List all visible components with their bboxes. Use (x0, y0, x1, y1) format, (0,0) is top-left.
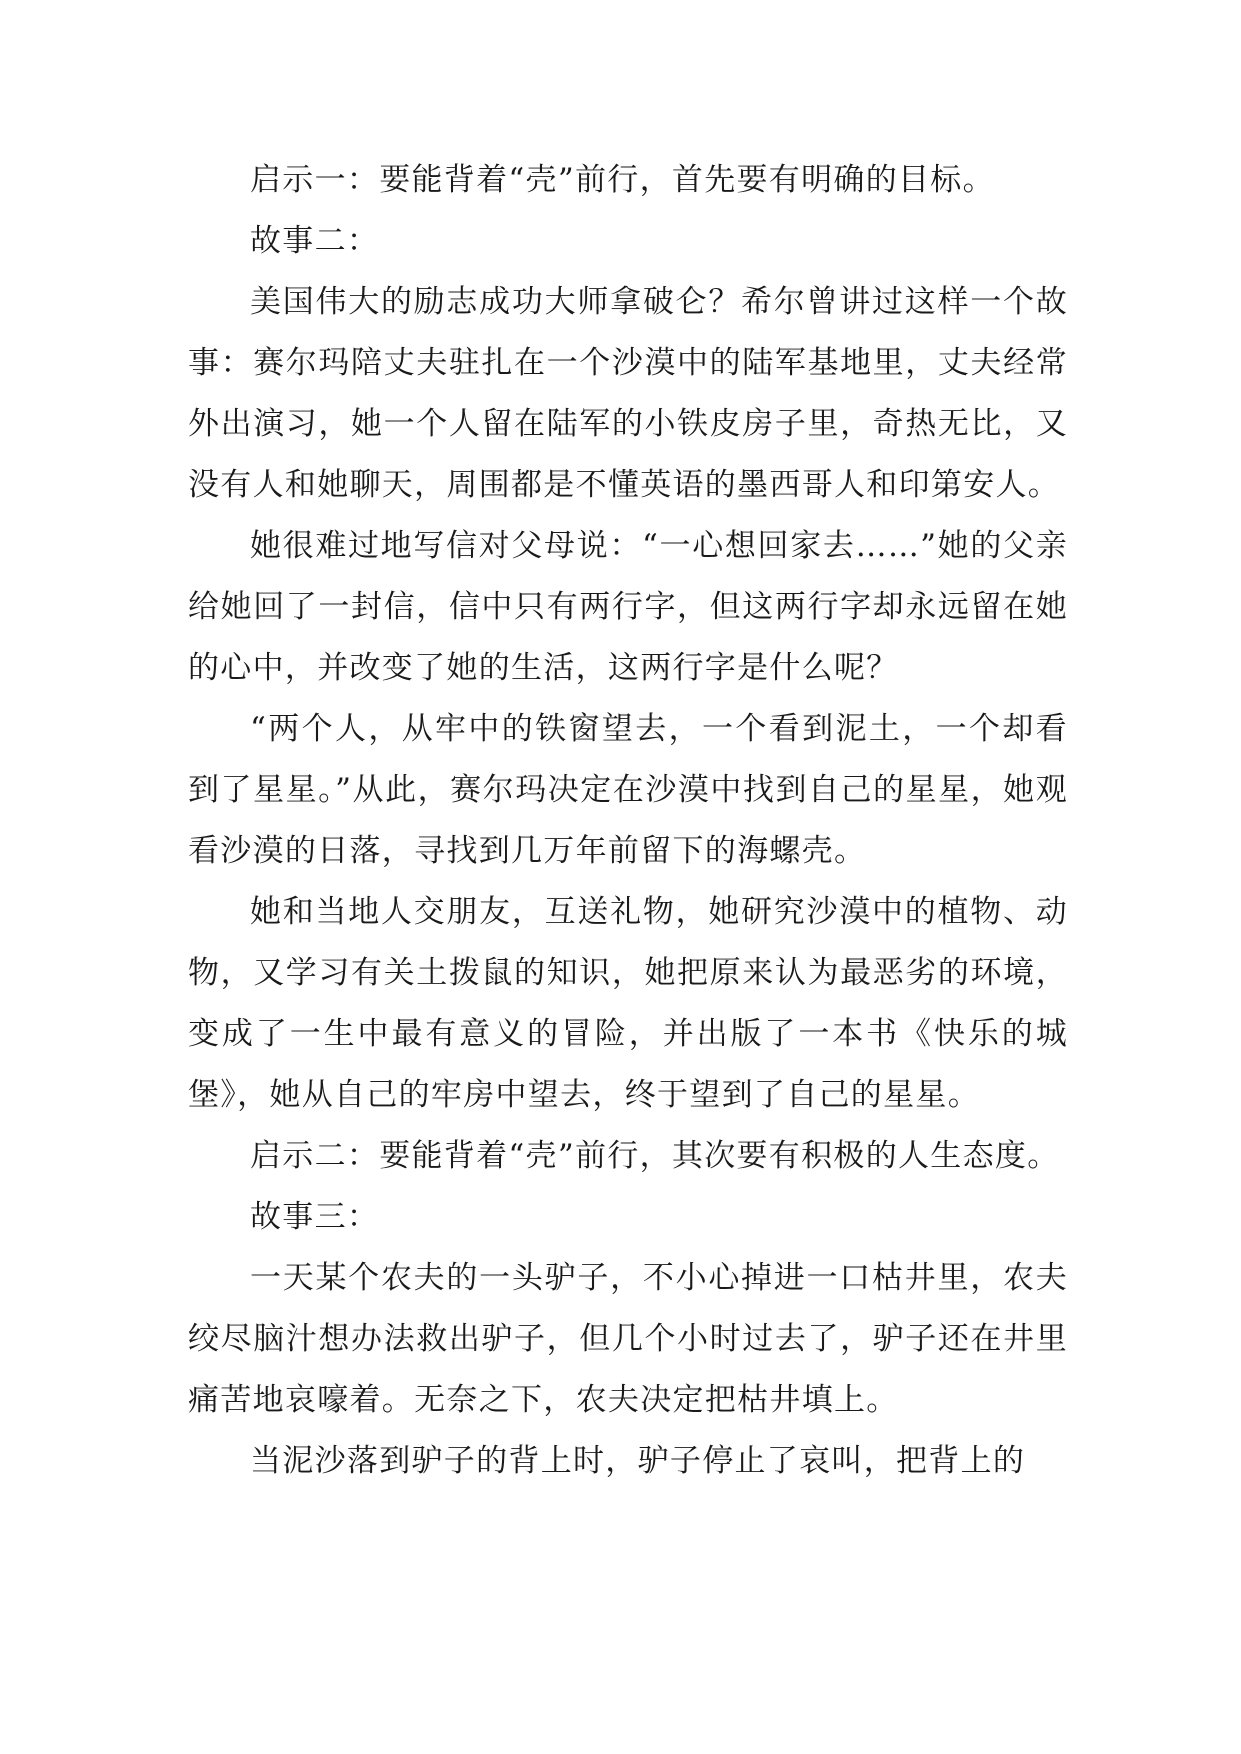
paragraph-story-two-heading: 故事二： (250, 223, 380, 259)
paragraph-story-two-intro: 美国伟大的励志成功大师拿破仑？希尔曾讲过这样一个故事：赛尔玛陪丈夫驻扎在一个沙漠中的陆军基地里，丈夫经常外出演习，她一个人留在陆军的小铁皮房子里，奇热无比，又没有人和她聊天，周围都是不懂英语的墨西哥人和印第安人。 (188, 284, 1068, 503)
paragraph-story-three-heading: 故事三： (250, 1199, 380, 1235)
paragraph-story-three-intro: 一天某个农夫的一头驴子，不小心掉进一口枯井里，农夫绞尽脑汁想办法救出驴子，但几个小时过去了，驴子还在井里痛苦地哀嚎着。无奈之下，农夫决定把枯井填上。 (188, 1260, 1068, 1418)
paragraph-friends: 她和当地人交朋友，互送礼物，她研究沙漠中的植物、动物，又学习有关土拨鼠的知识，她把原来认为最恶劣的环境，变成了一生中最有意义的冒险，并出版了一本书《快乐的城堡》，她从自己的牢房中望去，终于望到了自己的星星。 (188, 894, 1068, 1113)
paragraph-two-people: “两个人，从牢中的铁窗望去，一个看到泥土，一个却看到了星星。”从此，赛尔玛决定在沙漠中找到自己的星星，她观看沙漠的日落，寻找到几万年前留下的海螺壳。 (188, 711, 1068, 869)
paragraph-donkey-back: 当泥沙落到驴子的背上时，驴子停止了哀叫，把背上的 (250, 1443, 1026, 1479)
paragraph-insight-one: 启示一：要能背着“壳”前行，首先要有明确的目标。 (250, 162, 995, 198)
paragraph-insight-two: 启示二：要能背着“壳”前行，其次要有积极的人生态度。 (250, 1138, 1060, 1174)
document-page (188, 150, 1068, 1492)
paragraph-letter: 她很难过地写信对父母说：“一心想回家去……”她的父亲给她回了一封信，信中只有两行字，但这两行字却永远留在她的心中，并改变了她的生活，这两行字是什么呢？ (188, 528, 1068, 686)
